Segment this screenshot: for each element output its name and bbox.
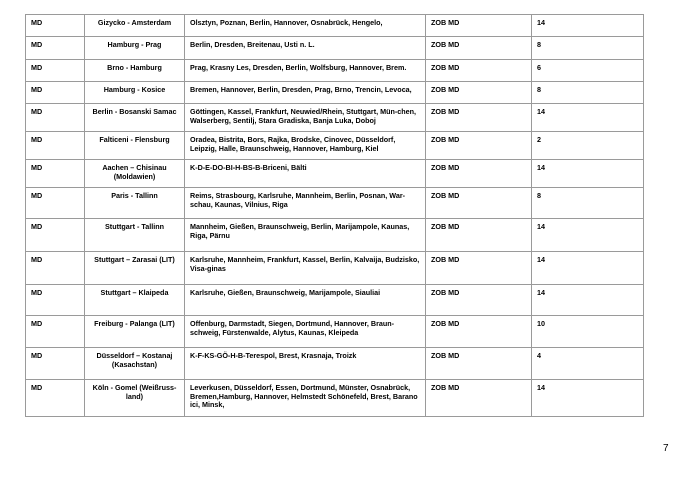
operator-cell: ZOB MD: [426, 285, 532, 316]
stops-cell: Offenburg, Darmstadt, Siegen, Dortmund, Hannover, Braun-schweig, Fürstenwalde, Alytus, Kaunas, Kleipeda: [185, 316, 426, 348]
region-code-cell: MD: [26, 60, 85, 82]
operator-cell: ZOB MD: [426, 219, 532, 252]
route-name-cell: Hamburg - Kosice: [85, 82, 185, 104]
region-code-cell: MD: [26, 285, 85, 316]
operator-cell: ZOB MD: [426, 316, 532, 348]
operator-cell: ZOB MD: [426, 15, 532, 37]
count-cell: 14: [532, 219, 644, 252]
operator-cell: ZOB MD: [426, 82, 532, 104]
table-row: [26, 60, 644, 82]
count-cell: 8: [532, 82, 644, 104]
region-code-cell: MD: [26, 348, 85, 380]
region-code-cell: MD: [26, 15, 85, 37]
stops-cell: K-D-E-DO-BI-H-BS-B-Briceni, Bälti: [185, 160, 426, 188]
count-cell: 14: [532, 252, 644, 285]
table-row: [26, 252, 644, 285]
count-cell: 2: [532, 132, 644, 160]
route-name-cell: Freiburg - Palanga (LIT): [85, 316, 185, 348]
table-row: [26, 160, 644, 188]
route-name-cell: Stuttgart – Zarasai (LIT): [85, 252, 185, 285]
table-row: [26, 37, 644, 60]
operator-cell: ZOB MD: [426, 132, 532, 160]
stops-cell: Mannheim, Gießen, Braunschweig, Berlin, Marijampole, Kaunas, Riga, Pärnu: [185, 219, 426, 252]
stops-cell: Prag, Krasny Les, Dresden, Berlin, Wolfsburg, Hannover, Brem.: [185, 60, 426, 82]
count-cell: 14: [532, 15, 644, 37]
count-cell: 14: [532, 380, 644, 417]
table-row: [26, 285, 644, 316]
table-body: [26, 15, 644, 417]
stops-cell: K-F-KS-GÖ-H-B-Terespol, Brest, Krasnaja, Troizk: [185, 348, 426, 380]
route-name-cell: Berlin - Bosanski Samac: [85, 104, 185, 132]
region-code-cell: MD: [26, 37, 85, 60]
operator-cell: ZOB MD: [426, 188, 532, 219]
count-cell: 10: [532, 316, 644, 348]
stops-cell: Reims, Strasbourg, Karlsruhe, Mannheim, Berlin, Posnan, War-schau, Kaunas, Vilnius, Riga: [185, 188, 426, 219]
table-row: [26, 188, 644, 219]
table-row: [26, 15, 644, 37]
region-code-cell: MD: [26, 82, 85, 104]
region-code-cell: MD: [26, 160, 85, 188]
region-code-cell: MD: [26, 380, 85, 417]
region-code-cell: MD: [26, 316, 85, 348]
table-row: [26, 132, 644, 160]
operator-cell: ZOB MD: [426, 348, 532, 380]
operator-cell: ZOB MD: [426, 380, 532, 417]
stops-cell: Bremen, Hannover, Berlin, Dresden, Prag, Brno, Trencin, Levoca,: [185, 82, 426, 104]
operator-cell: ZOB MD: [426, 37, 532, 60]
stops-cell: Karlsruhe, Gießen, Braunschweig, Marijampole, Siauliai: [185, 285, 426, 316]
bus-routes-table: [25, 14, 644, 417]
stops-cell: Berlin, Dresden, Breitenau, Usti n. L.: [185, 37, 426, 60]
route-name-cell: Köln - Gomel (Weißruss-land): [85, 380, 185, 417]
region-code-cell: MD: [26, 104, 85, 132]
region-code-cell: MD: [26, 188, 85, 219]
route-name-cell: Gizycko - Amsterdam: [85, 15, 185, 37]
stops-cell: Olsztyn, Poznan, Berlin, Hannover, Osnabrück, Hengelo,: [185, 15, 426, 37]
count-cell: 8: [532, 37, 644, 60]
count-cell: 4: [532, 348, 644, 380]
stops-cell: Leverkusen, Düsseldorf, Essen, Dortmund, Münster, Osnabrück, Bremen,Hamburg, Hannover, Helmstedt Schönefeld, Brest, Barano ici, Minsk,: [185, 380, 426, 417]
route-name-cell: Stuttgart - Tallinn: [85, 219, 185, 252]
count-cell: 14: [532, 104, 644, 132]
table-row: [26, 348, 644, 380]
region-code-cell: MD: [26, 252, 85, 285]
operator-cell: ZOB MD: [426, 160, 532, 188]
count-cell: 14: [532, 285, 644, 316]
count-cell: 6: [532, 60, 644, 82]
stops-cell: Karlsruhe, Mannheim, Frankfurt, Kassel, Berlin, Kalvaija, Budzisko, Visa-ginas: [185, 252, 426, 285]
route-name-cell: Aachen – Chisinau (Moldawien): [85, 160, 185, 188]
count-cell: 14: [532, 160, 644, 188]
route-name-cell: Stuttgart – Klaipeda: [85, 285, 185, 316]
count-cell: 8: [532, 188, 644, 219]
table-row: [26, 219, 644, 252]
route-name-cell: Falticeni - Flensburg: [85, 132, 185, 160]
table-row: [26, 316, 644, 348]
page-number: 7: [663, 443, 669, 454]
route-name-cell: Düsseldorf – Kostanaj (Kasachstan): [85, 348, 185, 380]
table-row: [26, 82, 644, 104]
operator-cell: ZOB MD: [426, 252, 532, 285]
table-row: [26, 380, 644, 417]
table-row: [26, 104, 644, 132]
region-code-cell: MD: [26, 132, 85, 160]
route-name-cell: Hamburg - Prag: [85, 37, 185, 60]
stops-cell: Oradea, Bistrita, Bors, Rajka, Brodske, Cinovec, Düsseldorf, Leipzig, Halle, Braunschweig, Hannover, Hamburg, Kiel: [185, 132, 426, 160]
region-code-cell: MD: [26, 219, 85, 252]
operator-cell: ZOB MD: [426, 104, 532, 132]
route-name-cell: Paris - Tallinn: [85, 188, 185, 219]
stops-cell: Göttingen, Kassel, Frankfurt, Neuwied/Rhein, Stuttgart, Mün-chen, Walserberg, Sentilj, Stara Gradiska, Banja Luka, Doboj: [185, 104, 426, 132]
operator-cell: ZOB MD: [426, 60, 532, 82]
route-name-cell: Brno - Hamburg: [85, 60, 185, 82]
